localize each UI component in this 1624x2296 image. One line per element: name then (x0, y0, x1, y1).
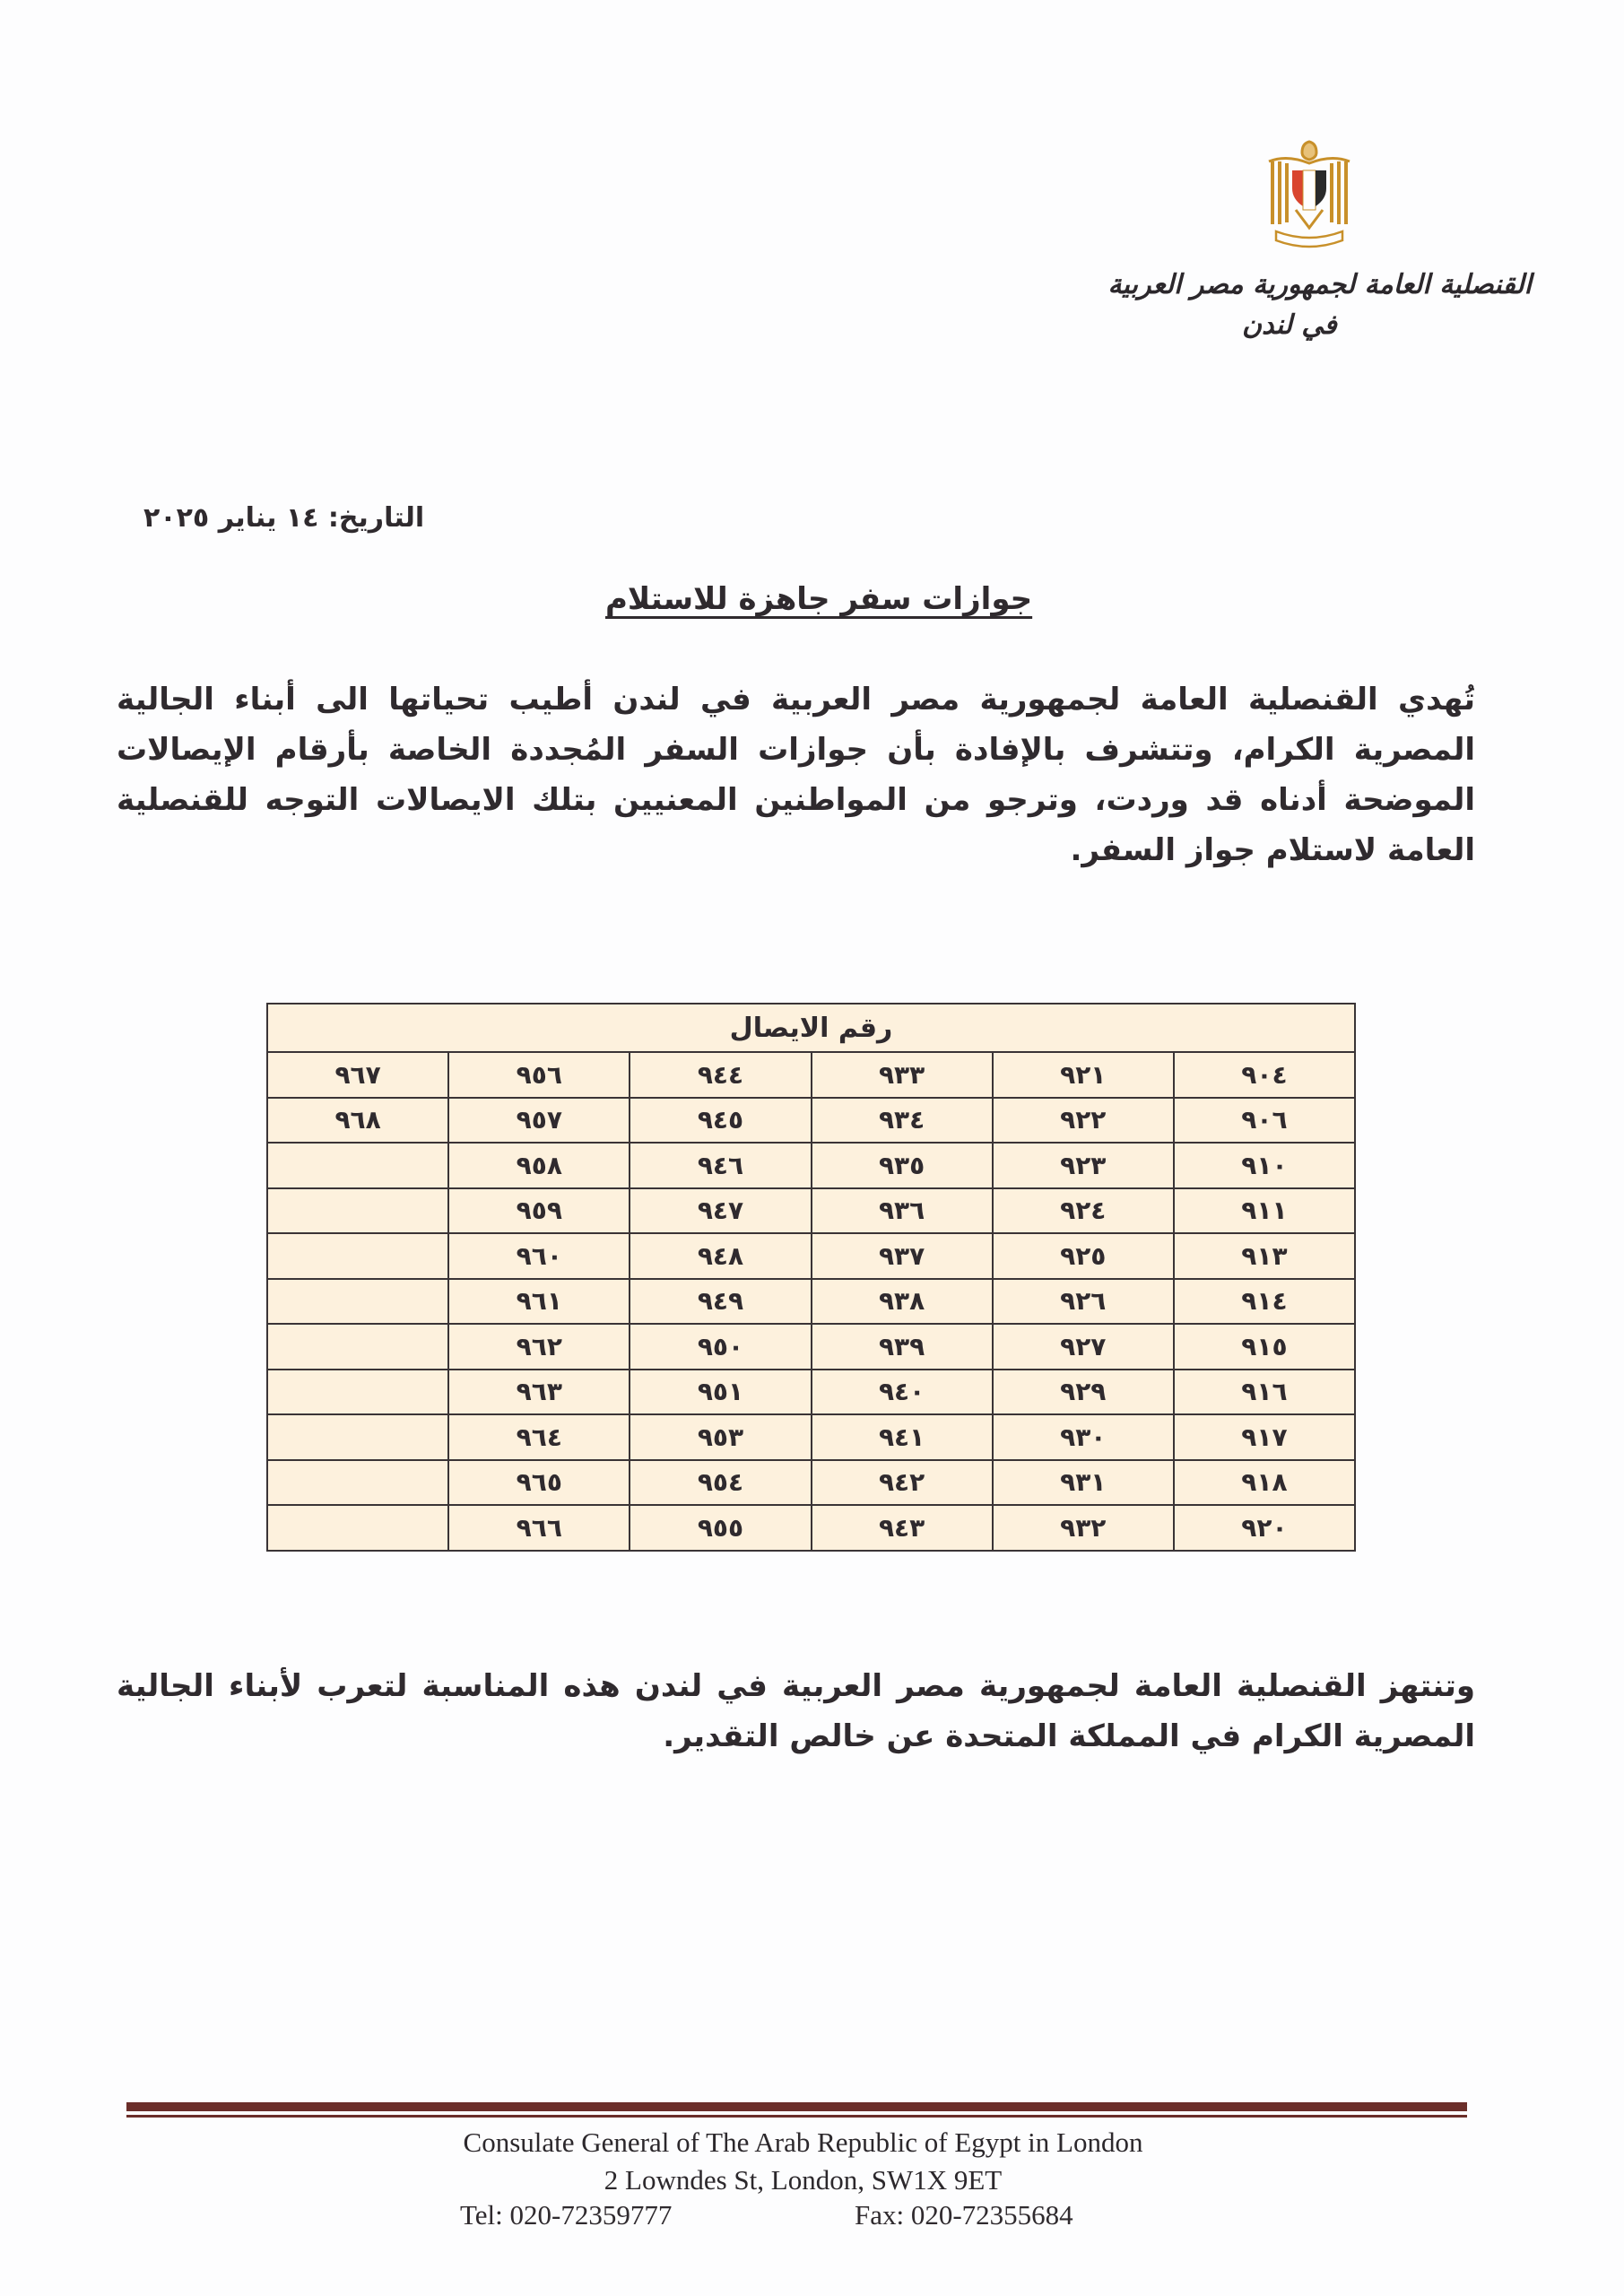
table-row (267, 1460, 1355, 1506)
table-row (267, 1143, 1355, 1188)
table-cell: ٩٤٦ (630, 1143, 811, 1188)
document-date: التاريخ: ١٤ يناير ٢٠٢٥ (143, 502, 425, 534)
table-cell: ٩٤٩ (630, 1279, 811, 1325)
table-row (267, 1052, 1355, 1098)
table-cell: ٩٣٣ (812, 1052, 993, 1098)
table-cell: ٩٤٠ (812, 1370, 993, 1415)
table-cell: ٩٥٧ (448, 1098, 630, 1144)
table-cell: ٩٢١ (993, 1052, 1174, 1098)
table-cell: ٩٥٩ (448, 1188, 630, 1234)
table-cell: ٩٢٩ (993, 1370, 1174, 1415)
table-cell: ٩٦٥ (448, 1460, 630, 1506)
table-cell: ٩٤٧ (630, 1188, 811, 1234)
table-cell: ٩٣٠ (993, 1414, 1174, 1460)
table-cell: ٩٤١ (812, 1414, 993, 1460)
table-cell: ٩٢٧ (993, 1324, 1174, 1370)
table-cell: ٩٢٦ (993, 1279, 1174, 1325)
table-cell: ٩١٧ (1174, 1414, 1355, 1460)
table-cell: ٩٥٦ (448, 1052, 630, 1098)
table-cell: ٩٥٣ (630, 1414, 811, 1460)
table-cell: ٩٢٠ (1174, 1505, 1355, 1551)
table-cell: ٩٣٨ (812, 1279, 993, 1325)
table-cell (267, 1188, 448, 1234)
table-cell: ٩٤٥ (630, 1098, 811, 1144)
intro-paragraph: تُهدي القنصلية العامة لجمهورية مصر العربية في لندن أطيب تحياتها الى أبناء الجالية المصرية الكرام، وتتشرف بالإفادة بأن جوازات السفر المُجددة الخاصة بأرقام الإيصالات الموضحة أدناه قد وردت، وترجو من المواطنين المعنيين بتلك الايصالات التوجه للقنصلية العامة لاستلام جواز السفر. (117, 682, 1475, 868)
table-cell: ٩٦٨ (267, 1098, 448, 1144)
table-cell: ٩٦٣ (448, 1370, 630, 1415)
table-cell (267, 1279, 448, 1325)
table-cell (267, 1143, 448, 1188)
table-cell: ٩٣٦ (812, 1188, 993, 1234)
table-row (267, 1414, 1355, 1460)
table-row (267, 1279, 1355, 1325)
table-cell (267, 1414, 448, 1460)
table-row (267, 1370, 1355, 1415)
table-cell: ٩٣٥ (812, 1143, 993, 1188)
table-cell: ٩٥٤ (630, 1460, 811, 1506)
organization-name: القنصلية العامة لجمهورية مصر العربية (1107, 269, 1532, 300)
table-cell (267, 1370, 448, 1415)
footer-fax: Fax: 020-72355684 (855, 2199, 1073, 2231)
footer-telephone: Tel: 020-72359777 (460, 2199, 673, 2231)
table-cell: ٩٠٦ (1174, 1098, 1355, 1144)
table-cell (267, 1460, 448, 1506)
table-cell: ٩٤٤ (630, 1052, 811, 1098)
table-cell: ٩٦٢ (448, 1324, 630, 1370)
table-row (267, 1324, 1355, 1370)
table-cell: ٩٦٧ (267, 1052, 448, 1098)
table-row (267, 1233, 1355, 1279)
footer-organization: Consulate General of The Arab Republic of Egypt in London (463, 2126, 1143, 2158)
table-cell: ٩٥٥ (630, 1505, 811, 1551)
table-cell: ٩٥٨ (448, 1143, 630, 1188)
table-cell: ٩٥١ (630, 1370, 811, 1415)
table-cell: ٩٠٤ (1174, 1052, 1355, 1098)
table-cell: ٩١١ (1174, 1188, 1355, 1234)
table-cell: ٩٣٤ (812, 1098, 993, 1144)
table-header: رقم الايصال (267, 1004, 1355, 1052)
table-cell: ٩٤٣ (812, 1505, 993, 1551)
table-cell: ٩١٣ (1174, 1233, 1355, 1279)
table-cell: ٩١٤ (1174, 1279, 1355, 1325)
footer-divider (126, 2102, 1467, 2111)
table-cell: ٩١٥ (1174, 1324, 1355, 1370)
table-cell: ٩١٨ (1174, 1460, 1355, 1506)
document-title: جوازات سفر جاهزة للاستلام (605, 581, 1033, 617)
table-row (267, 1505, 1355, 1551)
egypt-eagle-emblem-icon (1260, 135, 1359, 251)
footer-address: 2 Lowndes St, London, SW1X 9ET (604, 2164, 1003, 2196)
table-cell: ٩٢٢ (993, 1098, 1174, 1144)
table-cell: ٩٤٢ (812, 1460, 993, 1506)
table-cell: ٩١٦ (1174, 1370, 1355, 1415)
table-cell: ٩٢٣ (993, 1143, 1174, 1188)
table-cell: ٩٦٤ (448, 1414, 630, 1460)
table-cell: ٩٣١ (993, 1460, 1174, 1506)
table-cell: ٩٦٦ (448, 1505, 630, 1551)
table-cell: ٩١٠ (1174, 1143, 1355, 1188)
table-cell (267, 1233, 448, 1279)
table-cell: ٩٣٧ (812, 1233, 993, 1279)
table-cell: ٩٦٠ (448, 1233, 630, 1279)
table-row (267, 1098, 1355, 1144)
table-cell (267, 1505, 448, 1551)
table-cell (267, 1324, 448, 1370)
table-cell: ٩٣٢ (993, 1505, 1174, 1551)
table-cell: ٩٢٤ (993, 1188, 1174, 1234)
table-cell: ٩٥٠ (630, 1324, 811, 1370)
closing-paragraph: وتنتهز القنصلية العامة لجمهورية مصر العربية في لندن هذه المناسبة لتعرب لأبناء الجالية المصرية الكرام في المملكة المتحدة عن خالص التقدير. (117, 1668, 1475, 1754)
receipt-numbers-table (266, 1003, 1356, 1552)
organization-city: في لندن (1242, 309, 1337, 341)
footer-divider-thin (126, 2115, 1467, 2118)
table-cell: ٩٣٩ (812, 1324, 993, 1370)
table-row (267, 1188, 1355, 1234)
table-cell: ٩٤٨ (630, 1233, 811, 1279)
table-cell: ٩٦١ (448, 1279, 630, 1325)
table-cell: ٩٢٥ (993, 1233, 1174, 1279)
